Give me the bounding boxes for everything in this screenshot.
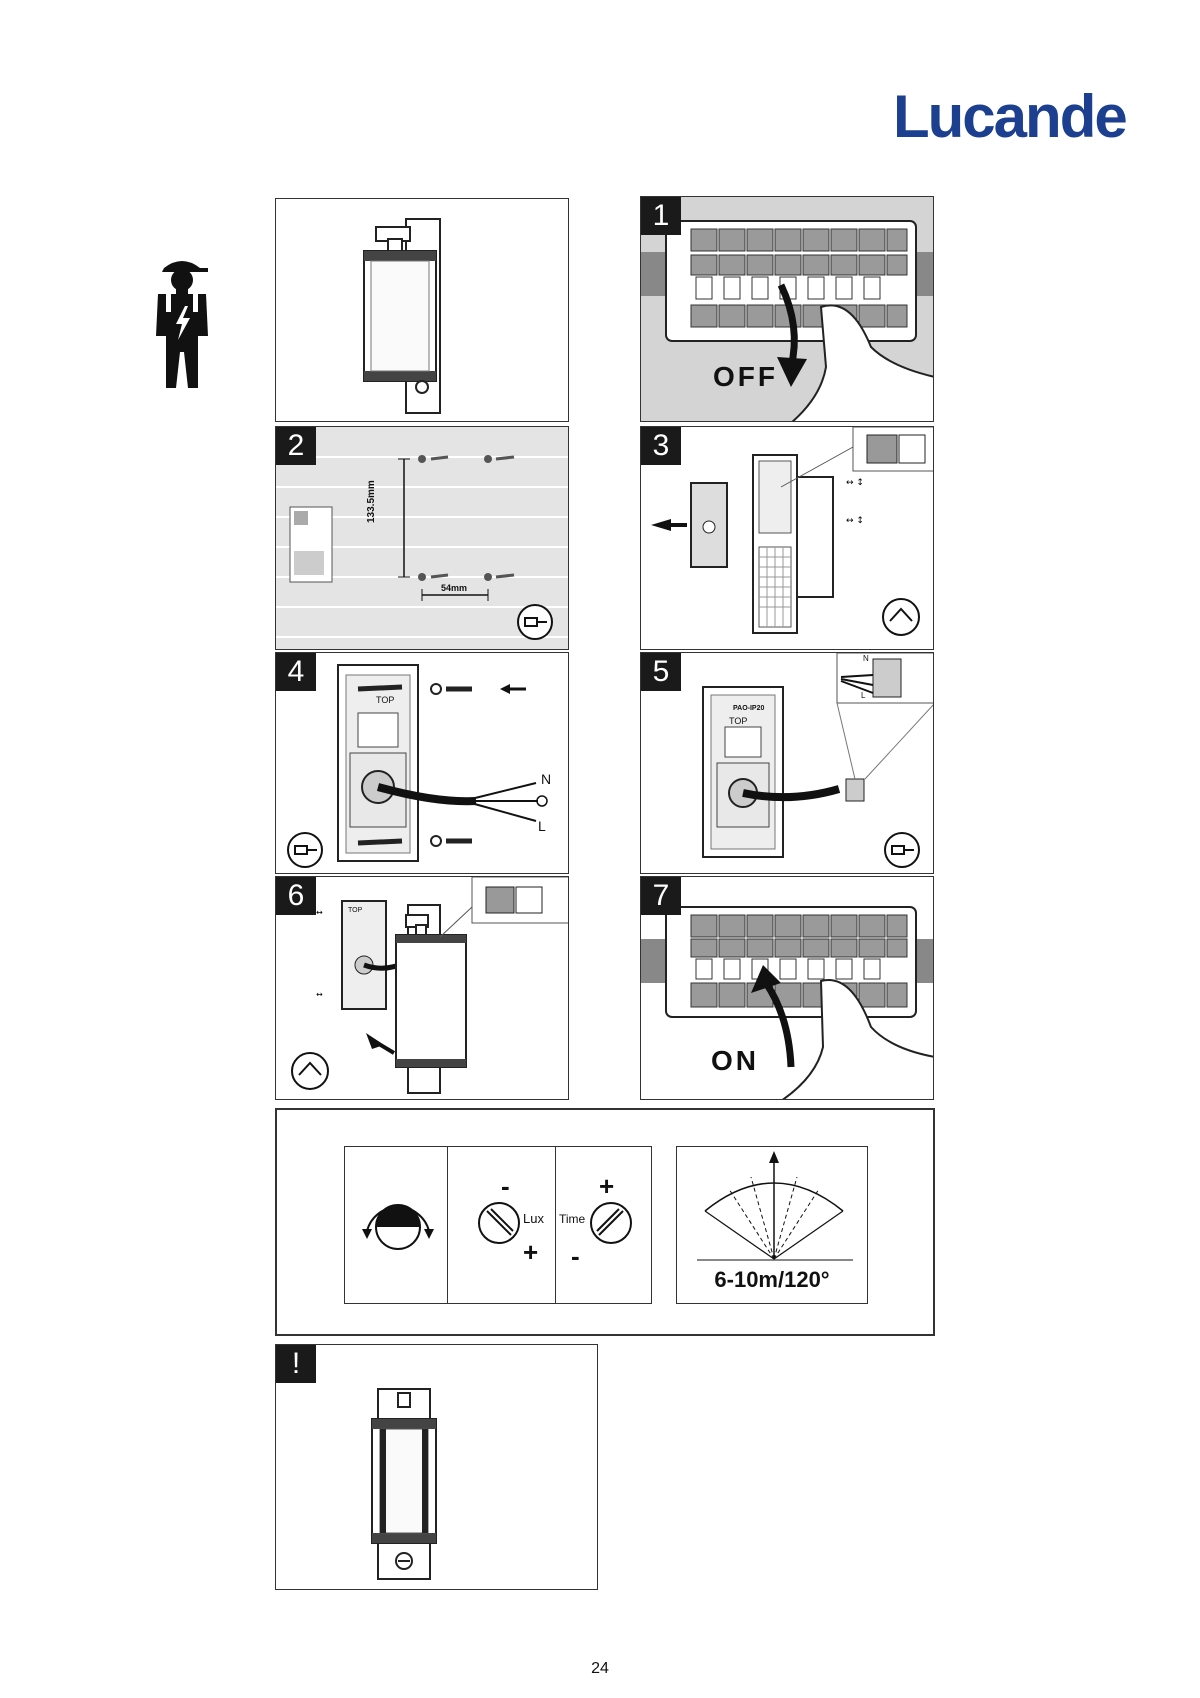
detection-fan-icon <box>677 1147 867 1267</box>
svg-text:↔: ↔ <box>316 990 323 999</box>
sensor-head-rotate-icon <box>353 1175 443 1265</box>
time-label: Time <box>559 1212 586 1226</box>
time-plus: + <box>599 1171 615 1201</box>
off-caption: OFF <box>713 361 778 392</box>
checkmark-icon <box>290 1051 330 1091</box>
step-5-panel <box>640 652 934 874</box>
rating-label: PAO-IP20 <box>733 705 765 712</box>
dimension-vertical: 133.5mm <box>366 480 377 523</box>
detection-range-label: 6-10m/120° <box>714 1267 830 1292</box>
page-number: 24 <box>591 1660 609 1677</box>
step-4-panel <box>275 652 569 874</box>
step-1-number: 1 <box>641 197 681 235</box>
step-7-number: 7 <box>641 877 681 915</box>
warning-symbol: ! <box>276 1345 316 1383</box>
product-overview-panel <box>275 198 569 422</box>
screwdriver-icon <box>286 831 324 869</box>
step-5-number: 5 <box>641 653 681 691</box>
screwdriver-icon <box>883 831 921 869</box>
top-label: TOP <box>376 695 395 705</box>
wire-l-label: L <box>538 818 546 834</box>
brand-logo: Lucande <box>893 83 1126 150</box>
warning-panel <box>275 1344 598 1590</box>
lux-label: Lux <box>523 1211 544 1226</box>
wire-n-label: N <box>863 654 869 663</box>
breaker-on-drawing <box>641 877 934 1100</box>
svg-text:↔ ↕: ↔ ↕ <box>846 516 864 526</box>
on-caption: ON <box>711 1045 759 1076</box>
step-1-panel <box>640 196 934 422</box>
checkmark-icon <box>881 597 921 637</box>
dimension-horizontal: 54mm <box>441 583 468 593</box>
adjustment-panel <box>344 1146 652 1304</box>
time-minus: - <box>571 1241 580 1271</box>
divider <box>447 1147 448 1303</box>
electrician-icon <box>150 252 214 388</box>
breaker-off-drawing <box>641 197 934 422</box>
step-2-number: 2 <box>276 427 316 465</box>
detection-range-panel <box>676 1146 868 1304</box>
step-3-number: 3 <box>641 427 681 465</box>
wall-lamp-drawing <box>276 199 569 422</box>
lux-minus: - <box>501 1171 510 1201</box>
divider <box>555 1147 556 1303</box>
svg-text:↔ ↕: ↔ ↕ <box>846 478 864 488</box>
lux-dial-icon <box>477 1201 521 1245</box>
svg-text:↔: ↔ <box>316 908 323 917</box>
lamp-front-drawing <box>276 1345 598 1590</box>
step-4-number: 4 <box>276 653 316 691</box>
step-2-panel <box>275 426 569 650</box>
top-label: TOP <box>729 716 748 726</box>
top-label: TOP <box>348 907 363 914</box>
step-3-panel <box>640 426 934 650</box>
wire-l-label: L <box>861 691 866 700</box>
screwdriver-icon <box>516 603 554 641</box>
wire-n-label: N <box>541 771 552 787</box>
time-dial-icon <box>589 1201 633 1245</box>
step-6-panel <box>275 876 569 1100</box>
step-6-number: 6 <box>276 877 316 915</box>
sensor-settings-box <box>275 1108 935 1336</box>
step-7-panel <box>640 876 934 1100</box>
lux-plus: + <box>523 1237 539 1267</box>
